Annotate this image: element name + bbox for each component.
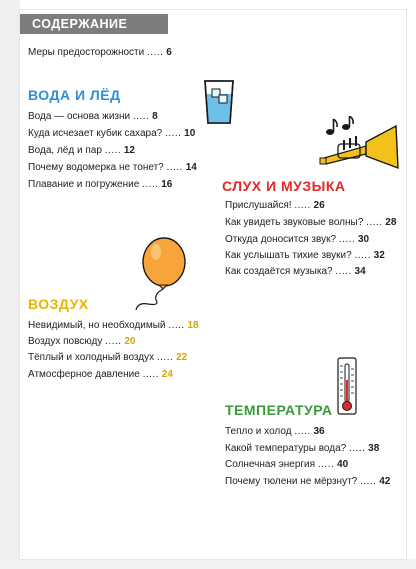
trumpet-icon <box>316 116 406 174</box>
toc-page-number: 36 <box>313 426 325 437</box>
toc-entry-safety[interactable] <box>28 47 172 59</box>
toc-entry[interactable] <box>225 459 348 471</box>
toc-leader-dots: ..... <box>166 162 183 173</box>
toc-page-number: 32 <box>373 250 385 261</box>
glass-of-water-icon <box>202 78 236 126</box>
toc-leader-dots: ..... <box>338 234 356 245</box>
toc-leader-dots: ..... <box>156 352 174 363</box>
toc-leader-dots: ..... <box>142 369 159 380</box>
toc-leader-dots: ..... <box>366 217 383 228</box>
toc-page-number: 12 <box>123 145 135 156</box>
toc-leader-dots: ..... <box>164 128 182 139</box>
toc-entry[interactable] <box>225 443 379 455</box>
toc-page-number: 8 <box>152 111 158 122</box>
toc-page-number: 26 <box>313 200 325 211</box>
toc-entry[interactable] <box>28 145 135 157</box>
toc-entry[interactable] <box>28 162 197 174</box>
toc-leader-dots: ..... <box>105 336 122 347</box>
toc-entry-label: Атмосферное давление <box>28 369 140 380</box>
toc-page-number: 6 <box>166 47 172 58</box>
thermometer-icon <box>336 356 358 418</box>
toc-entry[interactable] <box>28 320 199 332</box>
toc-page-number: 14 <box>185 162 197 173</box>
toc-entry-label: Откуда доносится звук? <box>225 234 337 245</box>
toc-entry[interactable] <box>28 179 172 191</box>
toc-entry[interactable] <box>225 200 325 212</box>
toc-entry-label: Меры предосторожности <box>28 47 145 58</box>
toc-entry[interactable] <box>225 234 369 246</box>
toc-page-number: 30 <box>358 234 370 245</box>
toc-entry[interactable] <box>225 476 390 488</box>
toc-entry-label: Вода — основа жизни <box>28 111 131 122</box>
toc-entry[interactable] <box>28 128 195 140</box>
toc-entry-label: Почему тюлени не мёрзнут? <box>225 476 358 487</box>
toc-entry-label: Плавание и погружение <box>28 179 140 190</box>
toc-leader-dots: ..... <box>348 443 366 454</box>
toc-entry-label: Тепло и холод <box>225 426 292 437</box>
toc-leader-dots: ..... <box>354 250 371 261</box>
toc-entry[interactable] <box>28 369 173 381</box>
section-title-water: ВОДА И ЛЁД <box>28 87 121 103</box>
toc-leader-dots: ..... <box>142 179 159 190</box>
toc-entry-label: Воздух повсюду <box>28 336 103 347</box>
music-notes-icon <box>326 116 353 135</box>
toc-leader-dots: ..... <box>317 459 335 470</box>
toc-entry-label: Прислушайся! <box>225 200 292 211</box>
toc-page-number: 28 <box>385 217 397 228</box>
section-title-air: ВОЗДУХ <box>28 296 89 312</box>
toc-page-number: 20 <box>124 336 136 347</box>
toc-entry[interactable] <box>28 336 135 348</box>
toc-page-number: 22 <box>176 352 188 363</box>
toc-leader-dots: ..... <box>147 47 164 58</box>
toc-page-number: 40 <box>337 459 349 470</box>
toc-entry-label: Почему водомерка не тонет? <box>28 162 164 173</box>
toc-leader-dots: ..... <box>360 476 377 487</box>
balloon-icon <box>130 236 190 316</box>
toc-page-number: 16 <box>161 179 173 190</box>
toc-entry[interactable] <box>28 111 158 123</box>
toc-entry[interactable] <box>28 352 187 364</box>
toc-entry-label: Вода, лёд и пар <box>28 145 102 156</box>
toc-entry-label: Тёплый и холодный воздух <box>28 352 155 363</box>
toc-page-number: 24 <box>161 369 173 380</box>
toc-entry-label: Как создаётся музыка? <box>225 266 333 277</box>
toc-entry-label: Солнечная энергия <box>225 459 316 470</box>
toc-page-number: 34 <box>354 266 366 277</box>
page-bottom-edge <box>0 559 416 569</box>
toc-page-number: 10 <box>184 128 196 139</box>
toc-leader-dots: ..... <box>132 111 150 122</box>
toc-leader-dots: ..... <box>168 320 185 331</box>
toc-entry[interactable] <box>225 426 325 438</box>
toc-page-number: 38 <box>368 443 380 454</box>
toc-entry[interactable] <box>225 217 396 229</box>
toc-page-number: 42 <box>379 476 391 487</box>
toc-page-number: 18 <box>187 320 199 331</box>
toc-leader-dots: ..... <box>104 145 122 156</box>
toc-entry-label: Как услышать тихие звуки? <box>225 250 352 261</box>
toc-entry-label: Какой температуры вода? <box>225 443 347 454</box>
toc-leader-dots: ..... <box>294 426 311 437</box>
toc-entry-label: Куда исчезает кубик сахара? <box>28 128 163 139</box>
toc-leader-dots: ..... <box>335 266 352 277</box>
toc-entry[interactable] <box>225 266 366 278</box>
toc-entry[interactable] <box>225 250 385 262</box>
section-title-temperature: ТЕМПЕРАТУРА <box>225 402 333 418</box>
toc-entry-label: Как увидеть звуковые волны? <box>225 217 364 228</box>
section-title-sound: СЛУХ И МУЗЫКА <box>222 178 346 194</box>
toc-leader-dots: ..... <box>294 200 311 211</box>
toc-entry-label: Невидимый, но необходимый <box>28 320 166 331</box>
page-gutter <box>0 0 20 569</box>
contents-header: СОДЕРЖАНИЕ <box>20 14 168 34</box>
